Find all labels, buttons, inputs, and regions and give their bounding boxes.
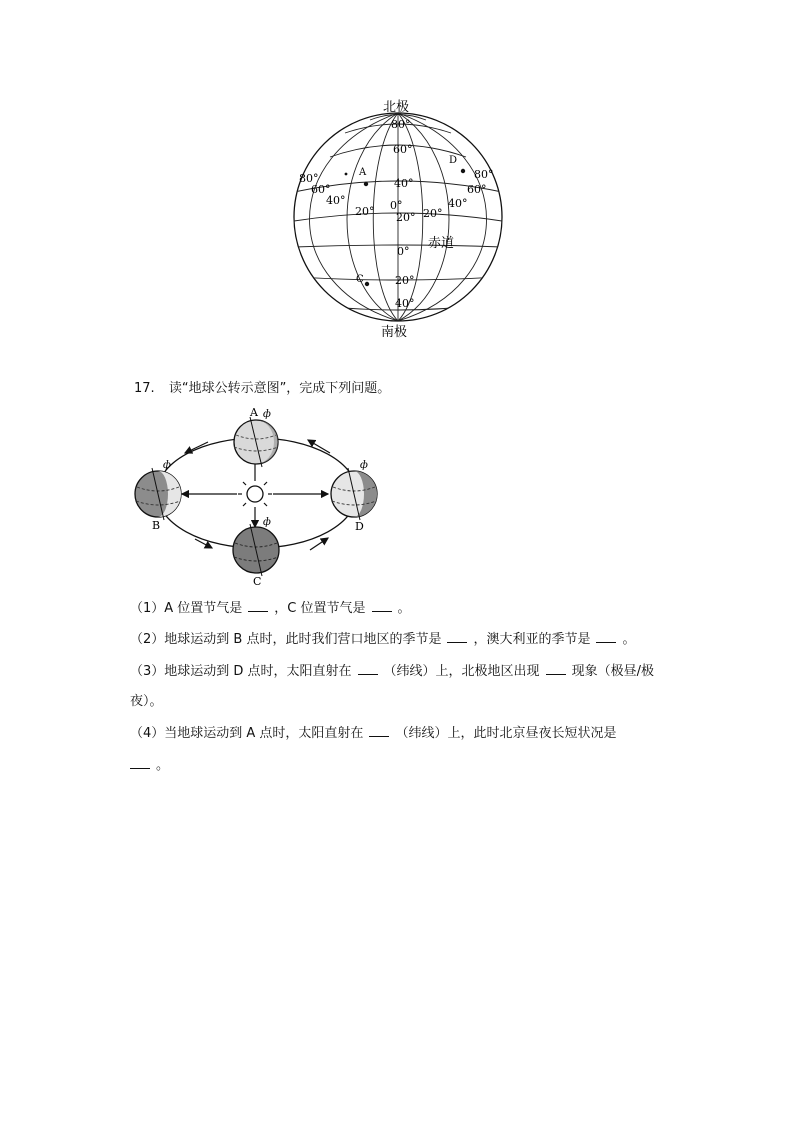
answer-blank[interactable] bbox=[248, 600, 268, 612]
axis-symbol: ф bbox=[263, 517, 271, 528]
sub-question-3: （3）地球运动到 D 点时，太阳直射在 （纬线）上，北极地区出现 现象（极昼/极 bbox=[130, 664, 654, 679]
answer-blank[interactable] bbox=[596, 631, 616, 643]
earth-position-b bbox=[135, 468, 181, 520]
earth-revolution-diagram bbox=[130, 405, 385, 587]
latitude-label: 60° bbox=[311, 183, 331, 196]
answer-blank[interactable] bbox=[358, 663, 378, 675]
axis-symbol: ф bbox=[360, 460, 368, 471]
latitude-label: 0° bbox=[390, 199, 403, 212]
equator-label: 赤道 bbox=[428, 236, 455, 251]
latitude-label: 20° bbox=[423, 207, 443, 220]
point-c-label: C bbox=[356, 274, 364, 285]
latitude-label: 80° bbox=[474, 168, 494, 181]
latitude-label: 80° bbox=[299, 172, 319, 185]
sub-question-4: （4）当地球运动到 A 点时，太阳直射在 （纬线）上，此时北京昼夜长短状况是 bbox=[130, 726, 617, 741]
globe-latitude-diagram bbox=[290, 95, 506, 345]
latitude-label: 40° bbox=[448, 197, 468, 210]
question-prompt: 读“地球公转示意图”，完成下列问题。 bbox=[168, 381, 391, 396]
earth-position-c bbox=[233, 524, 279, 576]
answer-blank[interactable] bbox=[372, 600, 392, 612]
question-title bbox=[134, 377, 390, 396]
latitude-label: 40° bbox=[394, 177, 414, 190]
south-pole-label: 南极 bbox=[381, 325, 408, 340]
latitude-label: 40° bbox=[326, 194, 346, 207]
sub-question-2: （2）地球运动到 B 点时，此时我们营口地区的季节是 ，澳大利亚的季节是 。 bbox=[130, 632, 636, 647]
sun-icon bbox=[238, 477, 272, 511]
sub-question-1: （1）A 位置节气是 ，C 位置节气是 。 bbox=[130, 601, 411, 616]
answer-blank[interactable] bbox=[447, 631, 467, 643]
earth-position-a bbox=[234, 417, 278, 467]
point-d-label: D bbox=[449, 155, 458, 166]
answer-blank[interactable] bbox=[546, 663, 566, 675]
earth-position-d bbox=[331, 468, 377, 520]
answer-blank[interactable] bbox=[369, 725, 389, 737]
latitude-label: 60° bbox=[393, 143, 413, 156]
latitude-label: 20° bbox=[355, 205, 375, 218]
question-number: 17. bbox=[134, 381, 155, 396]
orbit-label-c: C bbox=[253, 575, 262, 587]
answer-blank[interactable] bbox=[130, 757, 150, 769]
axis-symbol: ф bbox=[263, 409, 271, 420]
axis-symbol: ф bbox=[163, 460, 171, 471]
north-pole-label: 北极 bbox=[383, 100, 410, 115]
latitude-label: 20° bbox=[395, 274, 415, 287]
orbit-label-b: B bbox=[152, 519, 161, 532]
sub-question-4-continued: 。 bbox=[130, 754, 169, 773]
orbit-label-a: A bbox=[250, 406, 258, 419]
latitude-label: 80° bbox=[391, 118, 411, 131]
latitude-label: 20° bbox=[396, 211, 416, 224]
latitude-label: 0° bbox=[397, 245, 410, 258]
orbit-label-d: D bbox=[355, 520, 364, 533]
latitude-label: 40° bbox=[395, 297, 415, 310]
sub-question-3-continued: 夜）。 bbox=[130, 694, 163, 709]
latitude-label: 60° bbox=[467, 183, 487, 196]
point-a-label: A bbox=[359, 167, 367, 178]
